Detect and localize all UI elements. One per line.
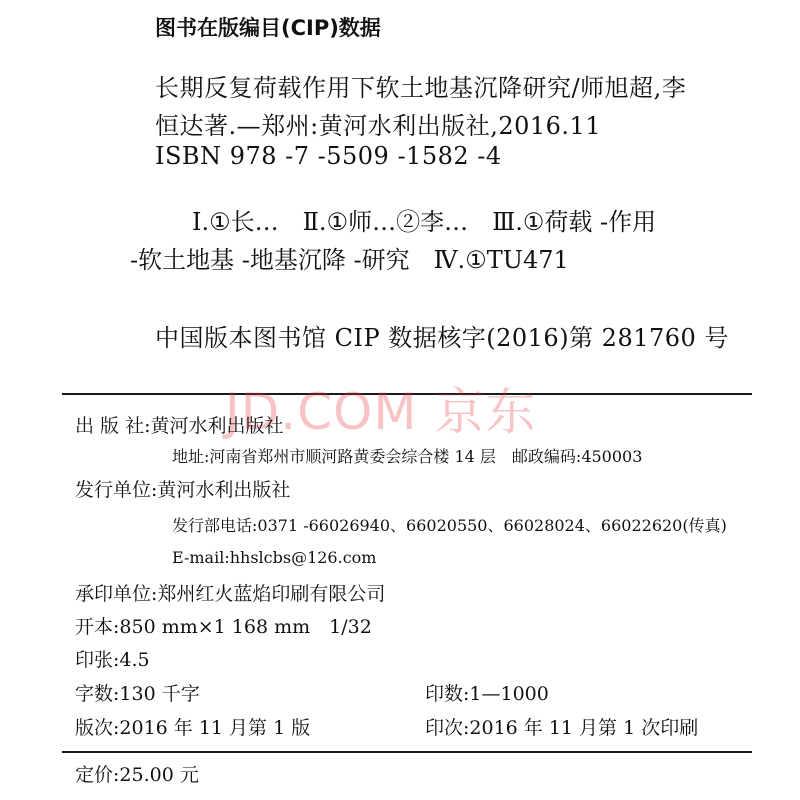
edition: 版次:2016 年 11 月第 1 版	[75, 717, 311, 739]
classification-line1: Ⅰ.①长… Ⅱ.①师…②李… Ⅲ.①荷载 -作用	[192, 208, 657, 236]
classification-line2: -软土地基 -地基沉降 -研究 Ⅳ.①TU471	[130, 246, 569, 274]
price: 定价:25.00 元	[75, 764, 199, 786]
impression: 印次:2016 年 11 月第 1 次印刷	[425, 717, 699, 739]
distributor: 发行单位:黄河水利出版社	[75, 479, 291, 501]
publisher: 出 版 社:黄河水利出版社	[75, 415, 284, 437]
address: 地址:河南省郑州市顺河路黄委会综合楼 14 层 邮政编码:450003	[172, 447, 643, 466]
phone: 发行部电话:0371 -66026940、66020550、66028024、66022620(传真)	[172, 516, 727, 535]
isbn: ISBN 978 -7 -5509 -1582 -4	[155, 142, 502, 170]
cip-header: 图书在版编目(CIP)数据	[155, 16, 381, 40]
printer: 承印单位:郑州红火蓝焰印刷有限公司	[75, 583, 386, 605]
cip-entry-line1: 长期反复荷载作用下软土地基沉降研究/师旭超,李	[155, 74, 687, 102]
format: 开本:850 mm×1 168 mm 1/32	[75, 616, 372, 638]
email: E-mail:hhslcbs@126.com	[172, 548, 377, 567]
divider-bottom	[62, 751, 752, 753]
sheets: 印张:4.5	[75, 649, 150, 671]
jd-watermark: JD.COM 京东	[225, 383, 537, 441]
cip-record-number: 中国版本图书馆 CIP 数据核字(2016)第 281760 号	[155, 324, 729, 352]
cip-entry-line2: 恒达著.—郑州:黄河水利出版社,2016.11	[155, 112, 602, 140]
word-count: 字数:130 千字	[75, 683, 200, 705]
print-run: 印数:1—1000	[425, 683, 549, 705]
